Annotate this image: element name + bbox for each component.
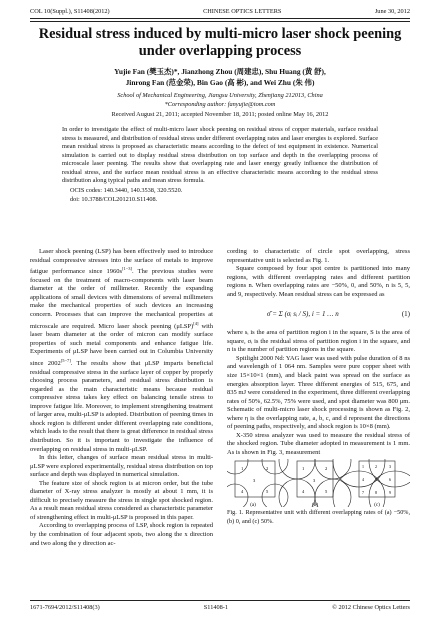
citation: [1−3] [121,266,133,272]
region-label: 4 [302,489,305,495]
corresponding-author: *Corresponding author: fanyujie@tom.com [164,100,276,108]
footer-rule [30,600,410,601]
panel-a [227,459,288,507]
region-label: 3 [389,464,391,470]
doi: doi: 10.3788/COL201210.S11408. [70,195,158,203]
running-header [30,5,410,17]
paragraph-experiment: Spitlight 2000 Nd: YAG laser was used with pulse duration of 8 ns and wavelength of 1 064 nm. Samples were pure copper sheet with size 15×10×1 (mm), and black paint was spread on the surface as energies absorption layer. Three different energies of 515, 675, and 835 mJ were considered in the experiment, three different overlapping rates of 50%, 62.5%, 75% were used, and spot diameter was 800 μm. Schematic of multi-micro laser shock processing is shown as Fig. 2, where η is the overlapping rate, a, b, c, and d represent the directions of peening paths, respectively, and shock region is 10×8 (mm). [227,354,410,431]
region-label: 7 [362,490,364,496]
region-label: 1 [302,466,305,472]
left-column [30,248,213,548]
paragraph-where: where sᵢ is the area of partition region i in the square, S is the area of square, σᵢ is the residual stress of partition region i in the square, and n is the number of partition regions in the square. [227,329,410,354]
affiliation [30,92,410,109]
region-label: 3 [313,478,316,484]
paragraph-intro [30,248,213,454]
ocis-block [70,187,182,204]
header-journal-ref: COL 10(Suppl.), S11408(2012) [30,7,110,15]
region-label: 2 [325,466,328,472]
panel-label-a: (a) [250,503,256,508]
footer-copyright: © 2012 Chinese Optics Letters [332,604,410,611]
page-footer [30,604,410,611]
region-label: 5 [375,477,377,483]
region-label: 3 [253,478,256,484]
text-span: with laser beam diameter at the order of micron can modify surface properties of such metal components and enhance fatigue life. Experiments of μLSP have been carried out in Columbia University since 2002 [30,322,213,368]
citation: [5−7] [60,357,71,363]
header-date: June 30, 2012 [374,7,410,15]
region-label: 5 [325,489,328,495]
header-journal-name: CHINESE OPTICS LETTERS [203,7,282,15]
region-label: 4 [362,477,364,483]
header-rule [30,18,410,19]
equation-number: (1) [401,310,410,318]
paragraph-measurement: X-350 stress analyzer was used to measure the residual stress of the shocked region. Tube diameter adopted in measurement is 1 mm. As is shown in Fig. 3, measurement [227,431,410,456]
region-label: 8 [375,490,377,496]
region-label: 2 [266,466,269,472]
ocis-codes: OCIS codes: 140.3440, 140.3538, 320.5520. [70,187,183,194]
figure-1 [227,459,410,507]
region-label: 1 [241,466,244,472]
author-list [30,66,410,88]
institution: School of Mechanical Engineering, Jiangsu University, Zhenjiang 212013, China [117,92,323,99]
footer-page-id: S11408-1 [203,604,229,611]
author-line-1: Yujie Fan (樊玉杰)*, Jianzhong Zhou (周建忠), Shu Huang (黄 舒), [114,67,326,76]
panel-b [279,459,351,507]
paragraph-4: According to overlapping process of LSP, shock region is repeated by the combination of four adjacent spots, two along the x direction and two along the y direction ac- [30,522,213,547]
text-span: . The previous studies were focused on the treatment of macro-components with laser beam diameter at the order of millimeter. Recently the expanding applications of small devices with dimensions of several millimeters make the mechanical properties of such devices an increasing concern. Processes that can improve the mechanical properties at microscale are required. Micro laser shock peening (μLSP) [30,268,213,330]
citation: [4] [193,320,199,326]
paragraph-continued: cording to characteristic of circle spot overlapping, stress representative unit is selected as Fig. 1. [227,248,410,264]
region-label: 4 [241,489,244,495]
figure-caption: Fig. 1. Representative unit with different overlapping rates of (a) −50%, (b) 0, and (c) 50%. [227,509,410,525]
panel-label-b: (b) [312,503,318,508]
region-label: 1 [362,464,364,470]
panel-label-c: (c) [374,503,380,508]
region-label: 9 [389,490,391,496]
abstract [62,126,378,186]
text-span: . The results show that μLSP imparts beneficial residual compressive stress in the surface layer of copper by properly choosing process parameters, and residual stress distribution is regarded as the main characteristic means because residual compressive stress takes key effect on balancing tensile stress to improve fatigue life. Moreover, to implement strengthening treatment of larger area, multi-μLSP is adopted. Distribution of peening times in shock region is different under different overlapping rate conditions, which leads to the result that there is great difference in residual stress distribution. So it is important to investigate the influence of overlapping on residual stress in multi-μLSP. [30,360,213,453]
author-line-2: Jinrong Fan (范金荣), Bin Gao (高 彬), and Wei Zhu (朱 伟) [125,78,315,87]
paragraph-2: In this letter, changes of surface mean residual stress in multi-μLSP were explored experimentally, residual stress distribution on top surface and depth was displayed in numerical simulation. [30,454,213,479]
text-span: Laser shock peening (LSP) has been effectively used to introduce residual compressive stresses into the surface of metals to improve fatigue performance since 1960s [30,248,213,276]
region-label: 5 [266,489,269,495]
equation-body: σ̄ = Σ (σᵢ sᵢ / S), i = 1 … n [267,310,339,318]
received-dates: Received August 21, 2011; accepted November 18, 2011; posted online May 16, 2012 [111,111,329,118]
abstract-text: In order to investigate the effect of multi-micro laser shock peening on residual stress of copper materials, surface residual stress is measured, and distribution of residual stress under different overlapping rates and laser energies is explored. Surface mean residual stress is proposed as characteristic means according to the defect of test equipment in existence. Numerical simulation is carried out to display residual stress distribution on top surface and depth in the overlapping process of microscale laser peening. The results show that overlapping rate and laser energy greatly influence the distribution of residual stress, and the surface mean residual stress is an effective characteristic means according to the residual stress distribution along typical paths and mean stress formula. [62,126,378,184]
right-column [227,248,410,526]
region-label: 6 [389,477,391,483]
footer-issn: 1671-7694/2012/S11408(3) [30,604,100,611]
paper-title: Residual stress induced by multi-micro laser shock peening under overlapping process [38,26,402,59]
equation-1 [227,301,410,327]
figure-1-diagram [227,459,410,507]
region-label: 2 [375,464,377,470]
paragraph-3: The feature size of shock region is at micron order, but the tube diameter of X-ray stress analyzer is mostly at about 1 mm, it is difficult to precisely measure the stress in single spot shocked region. As a result mean residual stress considered as characteristic parameter of strengthening effect in multi-μLSP is proposed in this paper. [30,479,213,521]
paragraph-square: Square composed by four spot centre is partitioned into many regions, with different overlapping rates and different partition regions n. When overlapping rates are −50%, 0, and 50%, n is 5, 5, and 9, respectively. Mean residual stress can be expressed as [227,265,410,298]
header-rule-thin [30,21,410,22]
